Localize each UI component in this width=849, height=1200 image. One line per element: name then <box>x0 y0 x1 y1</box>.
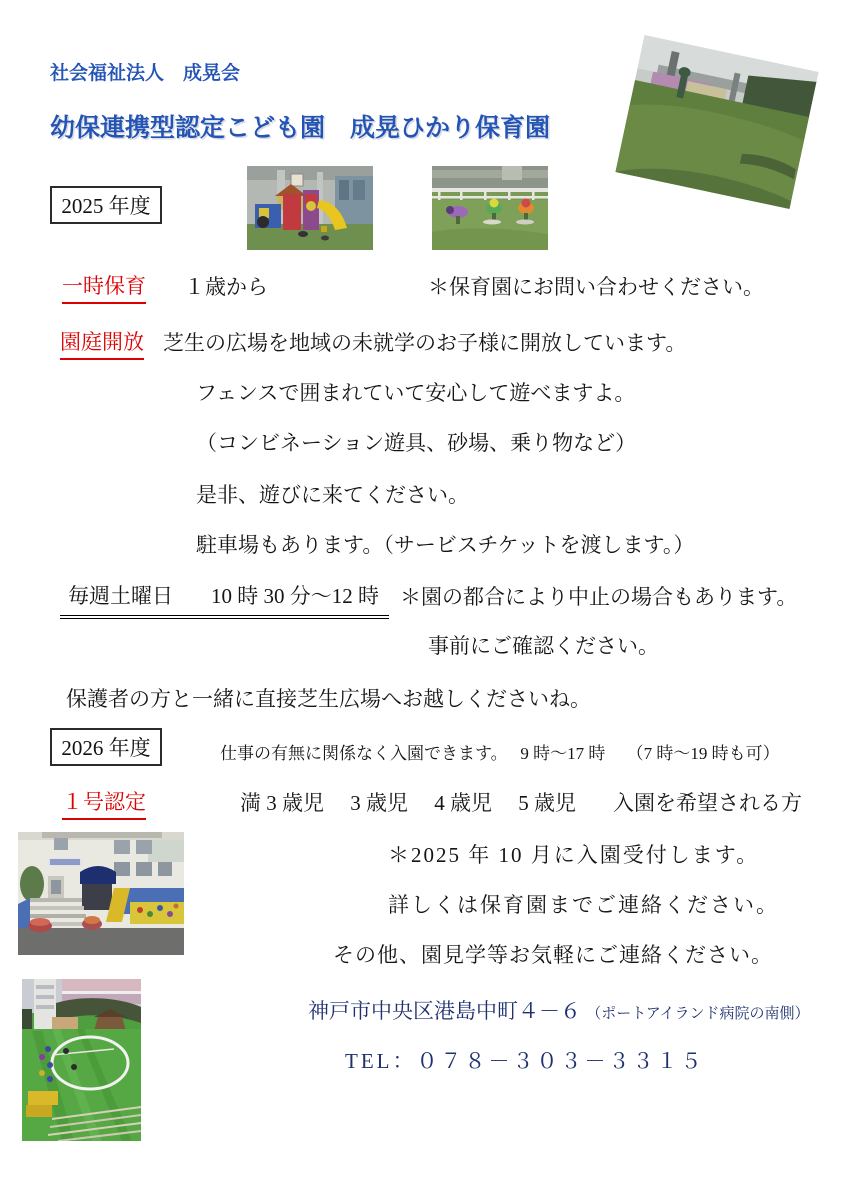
apply-line3: その他、園見学等お気軽にご連絡ください。 <box>333 943 773 967</box>
ichiji-hoiku-heading <box>62 270 146 304</box>
ichiji-age: １歳から <box>184 275 268 299</box>
page-title: 幼保連携型認定こども園 成晃ひかり保育園 <box>50 114 551 142</box>
saturday-note1: ＊園の都合により中止の場合もあります。 <box>400 585 798 609</box>
entei-kaiho-label: 園庭開放 <box>60 326 144 360</box>
address-note: （ポートアイランド病院の南側） <box>586 1006 810 1022</box>
saturday-time: 10 時 30 分～12 時 <box>211 584 379 608</box>
year-2026-note: 仕事の有無に関係なく入園できます。 9 時～17 時 （7 時～19 時も可） <box>220 744 780 763</box>
spring-riders-photo <box>432 166 548 250</box>
nintei-target: 入園を希望される方 <box>613 791 802 815</box>
entei-line3: （コンビネーション遊具、砂場、乗り物など） <box>196 431 637 455</box>
building-entrance-photo <box>18 832 184 955</box>
turf-yard-photo <box>22 979 141 1141</box>
apply-line2: 詳しくは保育園までご連絡ください。 <box>388 893 779 917</box>
apply-line1: ＊2025 年 10 月に入園受付します。 <box>388 843 760 867</box>
phone-number: TEL：０７８－３０３－３３１５ <box>345 1049 705 1073</box>
invite-line: 保護者の方と一緒に直接芝生広場へお越しくださいね。 <box>66 687 591 711</box>
entei-line2: フェンスで囲まれていて安心して遊べますよ。 <box>196 381 636 405</box>
lawn-field-photo <box>615 35 818 209</box>
saturday-note2: 事前にご確認ください。 <box>428 634 659 658</box>
year-2026-box: 2026 年度 <box>50 728 162 766</box>
entei-kaiho-heading <box>60 326 144 360</box>
turf-yard-photo-image <box>22 979 141 1141</box>
entei-line4: 是非、遊びに来てください。 <box>196 483 469 507</box>
nintei-ages: 満 3 歳児 3 歳児 4 歳児 5 歳児 <box>240 791 576 815</box>
nintei-heading <box>62 786 146 820</box>
address-text: 神戸市中央区港島中町４－６ <box>308 999 581 1023</box>
ichiji-note: ＊保育園にお問い合わせください。 <box>428 275 764 299</box>
saturday-schedule <box>60 580 389 619</box>
organization-name: 社会福祉法人 成晃会 <box>50 63 241 84</box>
playground-photo <box>247 166 373 250</box>
ichiji-hoiku-label: 一時保育 <box>62 270 146 304</box>
entei-line1: 芝生の広場を地域の未就学のお子様に開放しています。 <box>163 331 687 355</box>
spring-riders-photo-image <box>432 166 548 250</box>
entei-line5: 駐車場もあります。（サービスチケットを渡します。） <box>196 533 695 557</box>
nintei-label: １号認定 <box>62 786 146 820</box>
lawn-field-photo-image <box>615 35 818 209</box>
address-line <box>308 995 809 1025</box>
playground-photo-image <box>247 166 373 250</box>
saturday-schedule-underlined <box>60 580 389 619</box>
building-entrance-photo-image <box>18 832 184 955</box>
year-2025-box: 2025 年度 <box>50 186 162 224</box>
saturday-days: 毎週土曜日 <box>68 584 173 608</box>
